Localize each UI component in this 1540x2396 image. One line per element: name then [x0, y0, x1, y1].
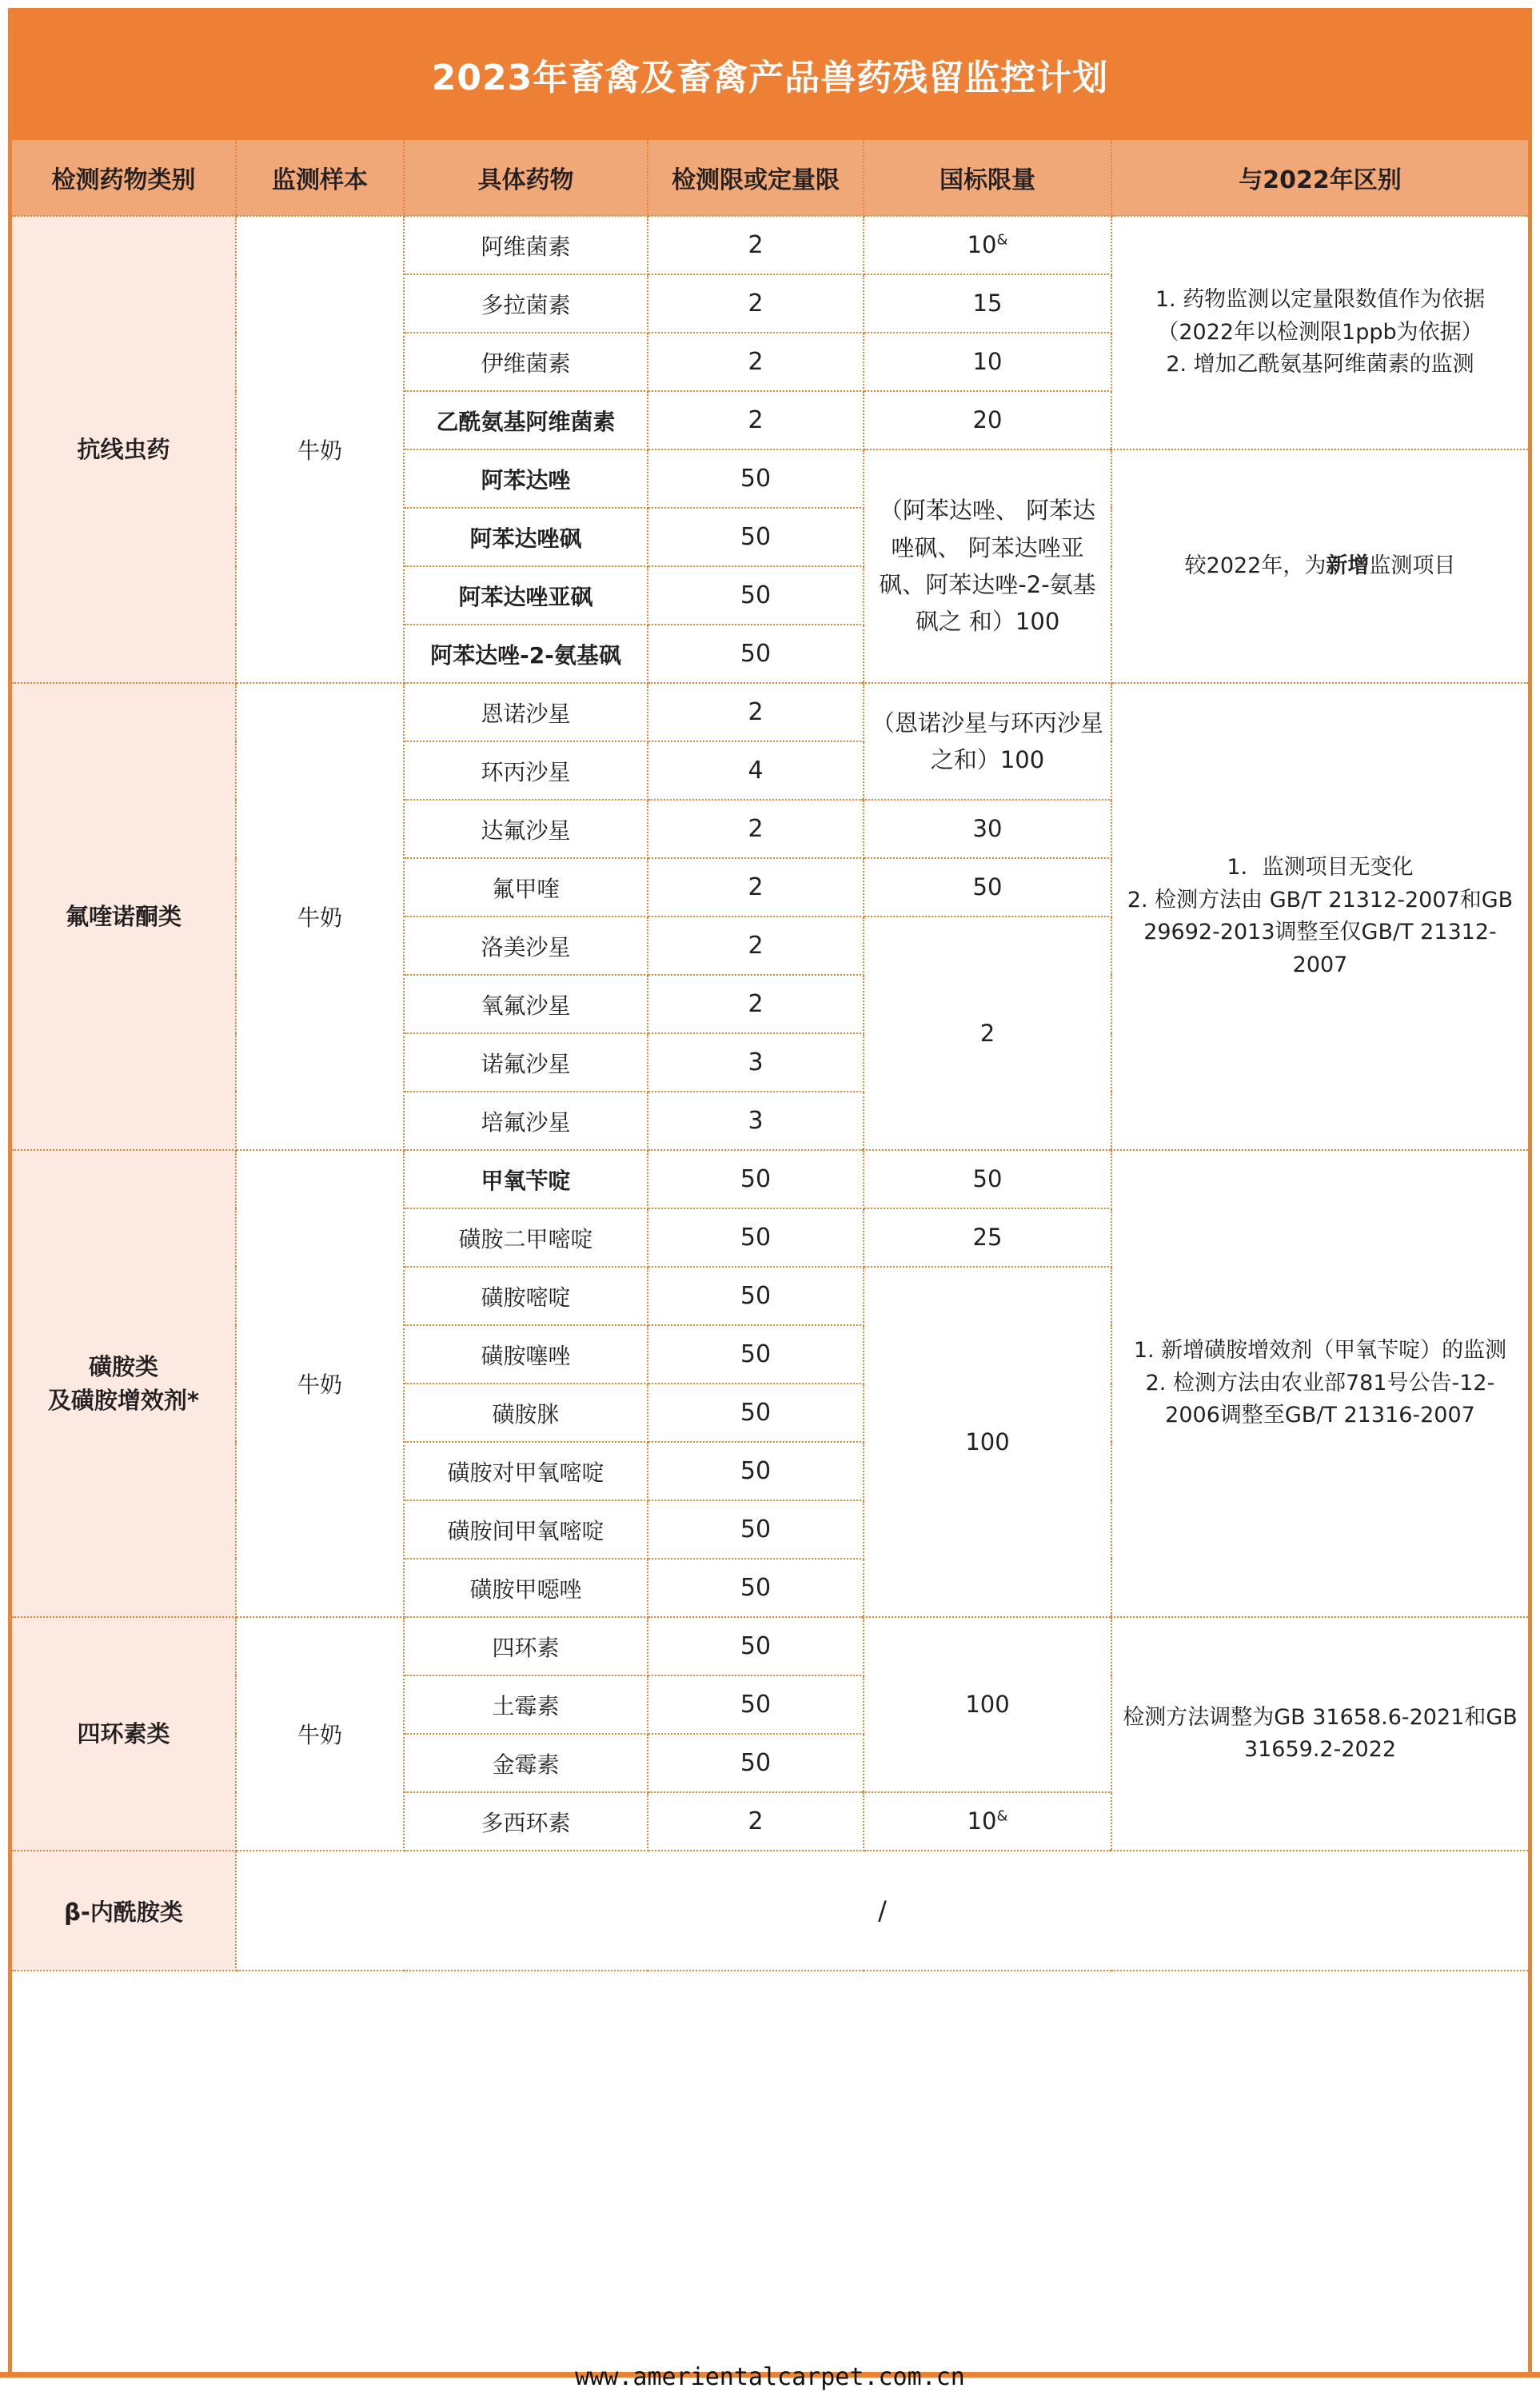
national-limit-value: 50	[864, 1150, 1111, 1208]
national-limit-value: （阿苯达唑、 阿苯达唑砜、 阿苯达唑亚 砜、阿苯达唑-2-氨基砜之 和）100	[864, 449, 1111, 683]
category-line-2: 及磺胺增效剂*	[47, 1387, 200, 1414]
sample-cell: 牛奶	[236, 216, 404, 683]
column-header-drug: 具体药物	[404, 140, 648, 216]
category-cell-beta-lactam: β-内酰胺类	[12, 1851, 236, 1971]
column-header-national-limit: 国标限量	[864, 140, 1111, 216]
footnote-marker: &	[996, 231, 1008, 249]
drug-name: 洛美沙星	[404, 916, 648, 975]
drug-name: 四环素	[404, 1617, 648, 1675]
drug-name: 多拉菌素	[404, 274, 648, 333]
drug-name: 阿苯达唑亚砜	[404, 566, 648, 625]
category-cell-sulfonamide	[12, 1150, 236, 1617]
national-limit-value: 20	[864, 391, 1111, 449]
title-bar	[12, 8, 1528, 140]
lod-value: 50	[648, 1500, 864, 1559]
lod-value: 2	[648, 333, 864, 391]
drug-name: 磺胺对甲氧嘧啶	[404, 1442, 648, 1500]
national-limit-value: 30	[864, 800, 1111, 858]
lod-value: 50	[648, 1325, 864, 1384]
lod-value: 3	[648, 1092, 864, 1150]
column-header-category: 检测药物类别	[12, 140, 236, 216]
drug-name: 磺胺甲噁唑	[404, 1559, 648, 1617]
national-limit-value: 100	[864, 1617, 1111, 1792]
lod-value: 50	[648, 1267, 864, 1325]
national-limit-value: 15	[864, 274, 1111, 333]
lod-value: 50	[648, 449, 864, 508]
footnote-marker: &	[996, 1807, 1008, 1825]
lod-value: 50	[648, 1617, 864, 1675]
drug-name: 乙酰氨基阿维菌素	[404, 391, 648, 449]
beta-lactam-value: /	[236, 1851, 1528, 1971]
table-row-beta-lactam	[12, 1851, 1528, 1971]
lod-value: 2	[648, 858, 864, 916]
drug-name: 阿苯达唑砜	[404, 508, 648, 566]
column-header-lod: 检测限或定量限	[648, 140, 864, 216]
drug-name: 磺胺二甲嘧啶	[404, 1208, 648, 1267]
national-limit-value: 100	[864, 1267, 1111, 1617]
drug-name: 环丙沙星	[404, 741, 648, 800]
category-cell-fluoroquinolone: 氟喹诺酮类	[12, 683, 236, 1150]
table-row	[12, 1150, 1528, 1208]
lod-value: 50	[648, 1675, 864, 1734]
lod-value: 50	[648, 1208, 864, 1267]
difference-note-tetracycline: 检测方法调整为GB 31658.6-2021和GB 31659.2-2022	[1111, 1617, 1528, 1851]
sample-cell: 牛奶	[236, 1617, 404, 1851]
national-limit-value: 50	[864, 858, 1111, 916]
lod-value: 2	[648, 1792, 864, 1851]
drug-name: 达氟沙星	[404, 800, 648, 858]
drug-name: 多西环素	[404, 1792, 648, 1851]
drug-name: 磺胺间甲氧嘧啶	[404, 1500, 648, 1559]
drug-name: 土霉素	[404, 1675, 648, 1734]
sample-cell: 牛奶	[236, 683, 404, 1150]
table-row	[12, 216, 1528, 274]
lod-value: 2	[648, 274, 864, 333]
drug-name: 恩诺沙星	[404, 683, 648, 741]
watermark-url: www.amerientalcarpet.com.cn	[575, 2363, 965, 2391]
drug-name: 氧氟沙星	[404, 975, 648, 1033]
lod-value: 50	[648, 508, 864, 566]
difference-note-new-item: 较2022年，为新增监测项目	[1111, 449, 1528, 683]
lod-value: 2	[648, 391, 864, 449]
lod-value: 2	[648, 975, 864, 1033]
lod-value: 50	[648, 566, 864, 625]
category-cell-tetracycline: 四环素类	[12, 1617, 236, 1851]
difference-note-sulfonamide: 1. 新增磺胺增效剂（甲氧苄啶）的监测 2. 检测方法由农业部781号公告-12-2006调整至GB/T 21316-2007	[1111, 1150, 1528, 1617]
national-limit-value: 25	[864, 1208, 1111, 1267]
lod-value: 50	[648, 1150, 864, 1208]
table-header-row	[12, 140, 1528, 216]
emphasis-new: 新增	[1326, 553, 1370, 578]
lod-value: 2	[648, 916, 864, 975]
sample-cell: 牛奶	[236, 1150, 404, 1617]
lod-value: 50	[648, 1384, 864, 1442]
drug-name: 阿苯达唑	[404, 449, 648, 508]
page-title: 2023年畜禽及畜禽产品兽药残留监控计划	[431, 57, 1109, 98]
category-line-1: 磺胺类	[88, 1352, 158, 1380]
drug-name: 磺胺嘧啶	[404, 1267, 648, 1325]
drug-name: 磺胺噻唑	[404, 1325, 648, 1384]
category-cell-antinematode: 抗线虫药	[12, 216, 236, 683]
drug-name: 阿苯达唑-2-氨基砜	[404, 625, 648, 683]
column-header-sample: 监测样本	[236, 140, 404, 216]
difference-note-fluoroquinolone: 1．监测项目无变化 2. 检测方法由 GB/T 21312-2007和GB 29692-2013调整至仅GB/T 21312-2007	[1111, 683, 1528, 1150]
column-header-difference: 与2022年区别	[1111, 140, 1528, 216]
drug-name: 诺氟沙星	[404, 1033, 648, 1092]
drug-name: 培氟沙星	[404, 1092, 648, 1150]
drug-name: 金霉素	[404, 1734, 648, 1792]
drug-name: 甲氧苄啶	[404, 1150, 648, 1208]
national-limit-value: （恩诺沙星与环丙沙星之和）100	[864, 683, 1111, 800]
drug-name: 磺胺脒	[404, 1384, 648, 1442]
national-limit-value: 10&	[864, 1792, 1111, 1851]
national-limit-value: 10	[864, 333, 1111, 391]
lod-value: 3	[648, 1033, 864, 1092]
difference-note-antinematode: 1. 药物监测以定量限数值作为依据 （2022年以检测限1ppb为依据） 2. 增加乙酰氨基阿维菌素的监测	[1111, 216, 1528, 449]
lod-value: 4	[648, 741, 864, 800]
table-row	[12, 683, 1528, 741]
table-row	[12, 1617, 1528, 1675]
lod-value: 2	[648, 683, 864, 741]
drug-name: 氟甲喹	[404, 858, 648, 916]
lod-value: 50	[648, 1734, 864, 1792]
drug-name: 伊维菌素	[404, 333, 648, 391]
lod-value: 50	[648, 1559, 864, 1617]
lod-value: 2	[648, 216, 864, 274]
lod-value: 50	[648, 625, 864, 683]
lod-value: 2	[648, 800, 864, 858]
national-limit-value: 2	[864, 916, 1111, 1150]
drug-name: 阿维菌素	[404, 216, 648, 274]
residue-monitoring-table	[12, 140, 1528, 1971]
lod-value: 50	[648, 1442, 864, 1500]
national-limit-value: 10&	[864, 216, 1111, 274]
